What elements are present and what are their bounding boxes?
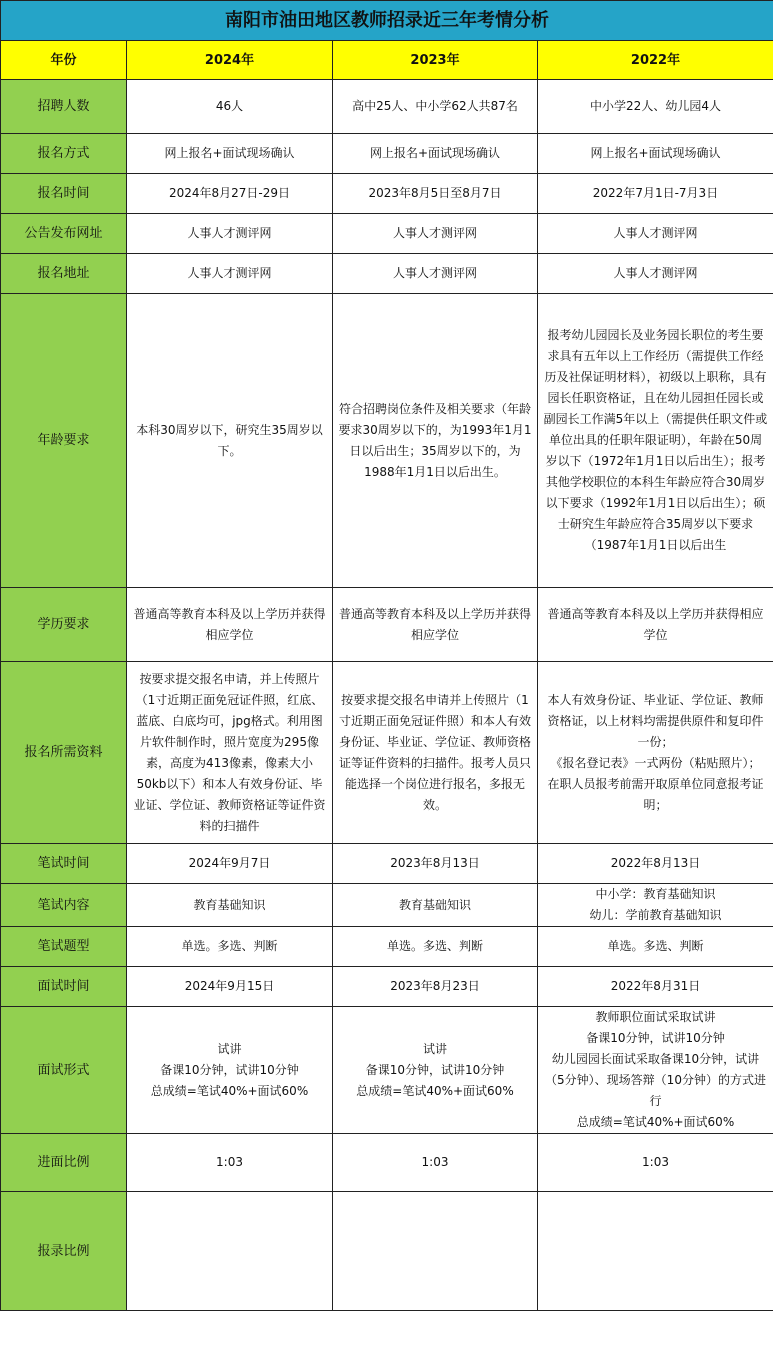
table-cell: 本科30周岁以下，研究生35周岁以下。 [127, 294, 333, 588]
table-cell: 2023年8月5日至8月7日 [333, 174, 538, 214]
table-cell [538, 1192, 773, 1311]
table-cell: 2024年8月27日-29日 [127, 174, 333, 214]
table-cell: 单选。多选、判断 [127, 927, 333, 967]
row-label: 进面比例 [1, 1134, 127, 1192]
row-label: 报录比例 [1, 1192, 127, 1311]
table-cell: 试讲 备课10分钟，试讲10分钟 总成绩=笔试40%+面试60% [333, 1007, 538, 1134]
table-cell: 人事人才测评网 [127, 214, 333, 254]
table-row [1, 967, 773, 1007]
table-row [1, 1192, 773, 1311]
table-cell: 2024年9月7日 [127, 844, 333, 884]
table-cell: 2023年8月13日 [333, 844, 538, 884]
header-year-label: 年份 [1, 41, 127, 80]
table-cell: 2023年8月23日 [333, 967, 538, 1007]
table-cell: 网上报名+面试现场确认 [127, 134, 333, 174]
table-cell: 网上报名+面试现场确认 [333, 134, 538, 174]
row-label: 学历要求 [1, 588, 127, 662]
table-row [1, 294, 773, 588]
table-row [1, 588, 773, 662]
table-row [1, 1007, 773, 1134]
table-cell: 普通高等教育本科及以上学历并获得相应学位 [538, 588, 773, 662]
table-row [1, 844, 773, 884]
row-label: 笔试内容 [1, 884, 127, 927]
table-cell: 单选。多选、判断 [538, 927, 773, 967]
row-label: 招聘人数 [1, 80, 127, 134]
row-label: 报名地址 [1, 254, 127, 294]
header-2022: 2022年 [538, 41, 773, 80]
table-cell: 46人 [127, 80, 333, 134]
table-cell [127, 1192, 333, 1311]
table-cell: 报考幼儿园园长及业务园长职位的考生要求具有五年以上工作经历（需提供工作经历及社保证明材料），初级以上职称，具有园长任职资格证，且在幼儿园担任园长或副园长工作满5年以上（需提供任职文件或单位出具的任职年限证明），年龄在50周岁以下（1972年1月1日以后出生）；报考其他学校职位的本科生年龄应符合30周岁以下要求（1992年1月1日以后出生）；硕士研究生年龄应符合35周岁以下要求（1987年1月1日以后出生 [538, 294, 773, 588]
table-cell: 单选。多选、判断 [333, 927, 538, 967]
table-row [1, 927, 773, 967]
table-cell: 1:03 [538, 1134, 773, 1192]
title-row [1, 1, 773, 41]
table-cell: 普通高等教育本科及以上学历并获得相应学位 [333, 588, 538, 662]
table-cell: 2024年9月15日 [127, 967, 333, 1007]
table-cell: 按要求提交报名申请，并上传照片（1寸近期正面免冠证件照，红底、蓝底、白底均可，jpg格式。利用图片软件制作时，照片宽度为295像素，高度为413像素，像素大小50kb以下）和本人有效身份证、毕业证、学位证、教师资格证等证件资料的扫描件 [127, 662, 333, 844]
table-cell: 教育基础知识 [127, 884, 333, 927]
table-cell: 试讲 备课10分钟，试讲10分钟 总成绩=笔试40%+面试60% [127, 1007, 333, 1134]
table-cell: 人事人才测评网 [538, 254, 773, 294]
table-cell: 教育基础知识 [333, 884, 538, 927]
row-label: 笔试题型 [1, 927, 127, 967]
year-header-row [1, 41, 773, 80]
table-cell: 本人有效身份证、毕业证、学位证、教师资格证，以上材料均需提供原件和复印件一份； 《报名登记表》一式两份（粘贴照片）； 在职人员报考前需开取原单位同意报考证明； [538, 662, 773, 844]
row-label: 面试时间 [1, 967, 127, 1007]
table-cell: 人事人才测评网 [538, 214, 773, 254]
table-cell: 2022年8月13日 [538, 844, 773, 884]
header-2024: 2024年 [127, 41, 333, 80]
row-label: 公告发布网址 [1, 214, 127, 254]
table-cell: 2022年7月1日-7月3日 [538, 174, 773, 214]
row-label: 面试形式 [1, 1007, 127, 1134]
table-cell: 符合招聘岗位条件及相关要求（年龄要求30周岁以下的，为1993年1月1日以后出生；35周岁以下的，为1988年1月1日以后出生。 [333, 294, 538, 588]
table-cell: 中小学22人、幼儿园4人 [538, 80, 773, 134]
table-cell [333, 1192, 538, 1311]
table-cell: 1:03 [333, 1134, 538, 1192]
row-label: 报名方式 [1, 134, 127, 174]
table-cell: 中小学：教育基础知识 幼儿：学前教育基础知识 [538, 884, 773, 927]
table-row [1, 1134, 773, 1192]
table-row [1, 662, 773, 844]
table-cell: 教师职位面试采取试讲 备课10分钟，试讲10分钟 幼儿园园长面试采取备课10分钟，试讲（5分钟）、现场答辩（10分钟）的方式进行 总成绩=笔试40%+面试60% [538, 1007, 773, 1134]
row-label: 报名所需资料 [1, 662, 127, 844]
header-2023: 2023年 [333, 41, 538, 80]
table-row [1, 174, 773, 214]
table-row [1, 214, 773, 254]
table-cell: 1:03 [127, 1134, 333, 1192]
table-cell: 网上报名+面试现场确认 [538, 134, 773, 174]
table-row [1, 134, 773, 174]
table-cell: 按要求提交报名申请并上传照片（1寸近期正面免冠证件照）和本人有效身份证、毕业证、学位证、教师资格证等证件资料的扫描件。报考人员只能选择一个岗位进行报名，多报无效。 [333, 662, 538, 844]
table-cell: 人事人才测评网 [127, 254, 333, 294]
row-label: 年龄要求 [1, 294, 127, 588]
table-body [1, 80, 773, 1311]
table-row [1, 80, 773, 134]
table-cell: 普通高等教育本科及以上学历并获得相应学位 [127, 588, 333, 662]
table-cell: 人事人才测评网 [333, 254, 538, 294]
row-label: 笔试时间 [1, 844, 127, 884]
table-title: 南阳市油田地区教师招录近三年考情分析 [1, 1, 773, 41]
row-label: 报名时间 [1, 174, 127, 214]
table-cell: 人事人才测评网 [333, 214, 538, 254]
table-cell: 2022年8月31日 [538, 967, 773, 1007]
table-row [1, 254, 773, 294]
table-cell: 高中25人、中小学62人共87名 [333, 80, 538, 134]
table-row [1, 884, 773, 927]
